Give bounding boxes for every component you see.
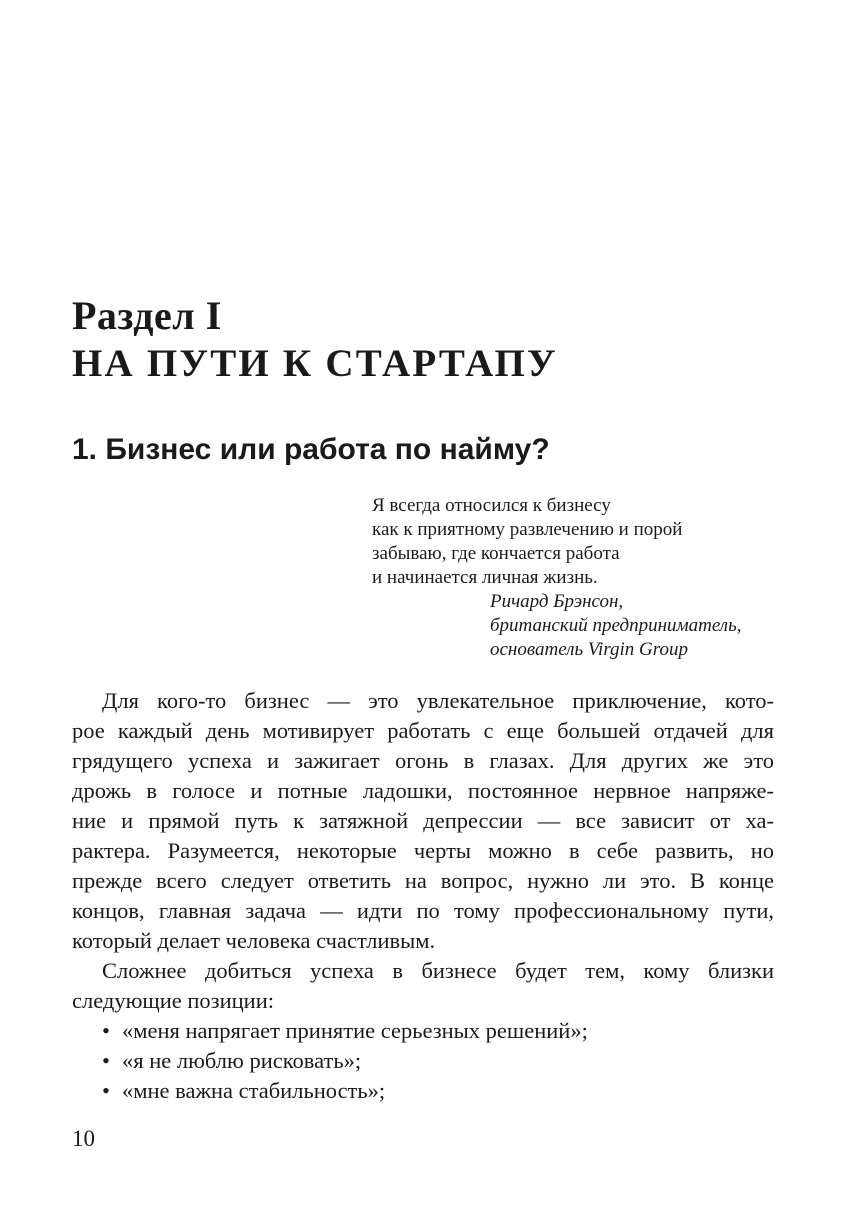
section-label: Раздел I — [72, 293, 222, 338]
paragraph — [72, 686, 774, 956]
paragraph-line: рое каждый день мотивирует работать с еще большей отдачей для — [72, 718, 774, 743]
epigraph-line: Я всегда относился к бизнесу — [372, 495, 611, 516]
epigraph-author: Ричард Брэнсон, — [490, 591, 624, 612]
paragraph-line: который делает человека счастливым. — [72, 928, 436, 953]
paragraph-line: рактера. Разумеется, некоторые черты можно в себе развить, но — [72, 838, 774, 863]
bullet-icon: • — [102, 1048, 110, 1073]
epigraph-author-role: британский предприниматель, — [490, 615, 742, 636]
epigraph-line: забываю, где кончается работа — [372, 543, 620, 564]
epigraph-attribution — [372, 590, 792, 662]
list-item-text: «меня напрягает принятие серьезных решений»; — [122, 1018, 588, 1043]
paragraph-line: следующие позиции: — [72, 988, 274, 1013]
bullet-icon: • — [102, 1078, 110, 1103]
list-item-text: «мне важна стабильность»; — [122, 1078, 386, 1103]
list-item — [72, 1046, 774, 1076]
paragraph-line: дрожь в голосе и потные ладошки, постоянное нервное напряже- — [72, 778, 774, 803]
paragraph — [72, 956, 774, 1016]
list-item-text: «я не люблю рисковать»; — [122, 1048, 362, 1073]
chapter-title: 1. Бизнес или работа по найму? — [72, 433, 550, 466]
list-item — [72, 1076, 774, 1106]
bullet-icon: • — [102, 1018, 110, 1043]
epigraph-line: как к приятному развлечению и порой — [372, 519, 683, 540]
paragraph-line: прежде всего следует ответить на вопрос, нужно ли это. В конце — [72, 868, 774, 893]
paragraph-line: Сложнее добиться успеха в бизнесе будет тем, кому близки — [102, 958, 774, 983]
paragraph-line: грядущего успеха и зажигает огонь в глазах. Для других же это — [72, 748, 774, 773]
epigraph — [372, 494, 792, 662]
paragraph-line: ние и прямой путь к затяжной депрессии — все зависит от ха- — [72, 808, 774, 833]
list-item — [72, 1016, 774, 1046]
epigraph-line: и начинается личная жизнь. — [372, 567, 598, 588]
section-title: НА ПУТИ К СТАРТАПУ — [72, 342, 558, 385]
bullet-list — [72, 1016, 774, 1106]
epigraph-author-note: основатель Virgin Group — [490, 639, 688, 660]
paragraph-line: концов, главная задача — идти по тому профессиональному пути, — [72, 898, 774, 923]
page-number: 10 — [72, 1126, 95, 1151]
paragraph-line: Для кого-то бизнес — это увлекательное приключение, кото- — [102, 688, 774, 713]
body-text — [72, 686, 774, 1106]
